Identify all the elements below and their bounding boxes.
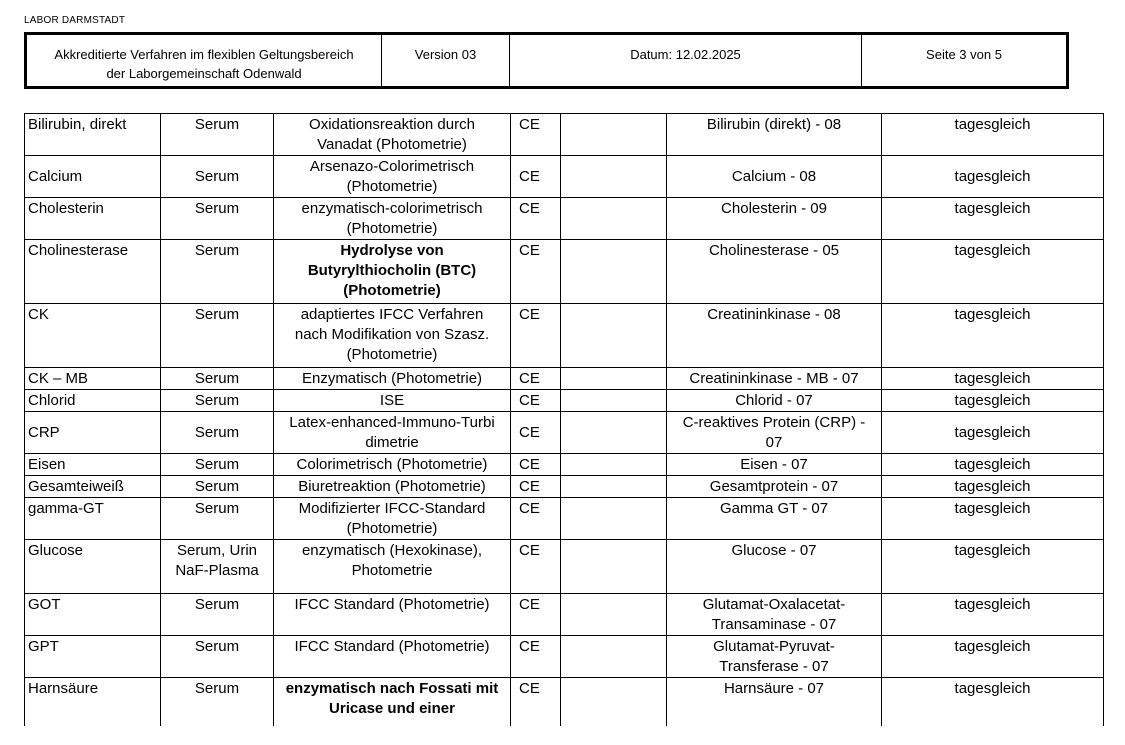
cell-line: Gamma GT - 07 — [719, 500, 829, 517]
ce-mark-cell: CE — [511, 454, 561, 476]
analyte-cell: Gesamteiweiß — [25, 476, 161, 498]
empty-cell — [561, 368, 667, 390]
ce-mark-cell: CE — [511, 368, 561, 390]
empty-cell — [561, 156, 667, 198]
kit-cell — [667, 678, 882, 726]
cell-line: adaptiertes IFCC Verfahren — [300, 306, 484, 323]
turnaround-cell: tagesgleich — [882, 240, 1104, 304]
header-version: Version 03 — [381, 35, 509, 86]
analyte-cell: Glucose — [25, 540, 161, 594]
cell-line: Creatininkinase - 08 — [707, 306, 841, 323]
kit-cell — [667, 368, 882, 390]
material-cell — [161, 540, 274, 594]
empty-cell — [561, 198, 667, 240]
empty-cell — [561, 390, 667, 412]
cell-line: Serum — [194, 424, 240, 441]
table-row — [25, 454, 1104, 476]
method-cell — [274, 636, 511, 678]
method-cell — [274, 198, 511, 240]
cell-line: Chlorid - 07 — [735, 392, 813, 409]
analyte-cell: Cholesterin — [25, 198, 161, 240]
empty-cell — [561, 540, 667, 594]
cell-line: Hydrolyse von — [340, 242, 444, 259]
analyte-cell: gamma-GT — [25, 498, 161, 540]
ce-mark-cell: CE — [511, 156, 561, 198]
procedures-table-body — [25, 114, 1104, 726]
ce-mark-cell: CE — [511, 498, 561, 540]
analyte-cell: GOT — [25, 594, 161, 636]
turnaround-cell: tagesgleich — [882, 540, 1104, 594]
ce-mark-cell: CE — [511, 240, 561, 304]
cell-line: nach Modifikation von Szasz. — [294, 326, 490, 343]
cell-line: Transferase - 07 — [719, 658, 829, 675]
empty-cell — [561, 412, 667, 454]
method-cell — [274, 114, 511, 156]
table-row — [25, 198, 1104, 240]
method-cell — [274, 304, 511, 368]
table-row — [25, 368, 1104, 390]
analyte-cell: CK — [25, 304, 161, 368]
material-cell — [161, 454, 274, 476]
cell-line: Transaminase - 07 — [711, 616, 837, 633]
turnaround-cell: tagesgleich — [882, 594, 1104, 636]
cell-line: Cholinesterase - 05 — [708, 242, 840, 259]
cell-line: ISE — [379, 392, 405, 409]
cell-line: Serum, Urin — [176, 542, 258, 559]
turnaround-cell: tagesgleich — [882, 476, 1104, 498]
empty-cell — [561, 636, 667, 678]
ce-mark-cell: CE — [511, 390, 561, 412]
method-cell — [274, 454, 511, 476]
kit-cell — [667, 498, 882, 540]
table-row — [25, 412, 1104, 454]
table-row — [25, 390, 1104, 412]
ce-mark-cell: CE — [511, 678, 561, 726]
analyte-cell: CK – MB — [25, 368, 161, 390]
cell-line: Serum — [194, 456, 240, 473]
cell-line: Serum — [194, 200, 240, 217]
cell-line: Serum — [194, 478, 240, 495]
cell-line: Serum — [194, 680, 240, 697]
kit-cell — [667, 240, 882, 304]
cell-line: Serum — [194, 168, 240, 185]
cell-line: Serum — [194, 116, 240, 133]
method-cell — [274, 498, 511, 540]
empty-cell — [561, 678, 667, 726]
header-title-line-1: Akkreditierte Verfahren im flexiblen Geltungsbereich — [54, 47, 354, 62]
turnaround-cell: tagesgleich — [882, 198, 1104, 240]
kit-cell — [667, 304, 882, 368]
analyte-cell: Cholinesterase — [25, 240, 161, 304]
material-cell — [161, 390, 274, 412]
cell-line: C-reaktives Protein (CRP) - — [682, 414, 866, 431]
kit-cell — [667, 412, 882, 454]
cell-line: Vanadat (Photometrie) — [317, 136, 467, 153]
procedures-table — [24, 113, 1104, 726]
header-date: Datum: 12.02.2025 — [509, 35, 861, 86]
ce-mark-cell: CE — [511, 412, 561, 454]
cell-line: Serum — [194, 306, 240, 323]
cell-line: Creatininkinase - MB - 07 — [689, 370, 859, 387]
cell-line: (Photometrie) — [346, 220, 438, 237]
organization-name: LABOR DARMSTADT — [24, 15, 126, 26]
material-cell — [161, 240, 274, 304]
turnaround-cell: tagesgleich — [882, 304, 1104, 368]
cell-line: Glutamat-Oxalacetat- — [702, 596, 846, 613]
kit-cell — [667, 198, 882, 240]
turnaround-cell: tagesgleich — [882, 412, 1104, 454]
material-cell — [161, 368, 274, 390]
material-cell — [161, 678, 274, 726]
material-cell — [161, 412, 274, 454]
material-cell — [161, 498, 274, 540]
cell-line: Colorimetrisch (Photometrie) — [296, 456, 488, 473]
cell-line: enzymatisch (Hexokinase), — [301, 542, 483, 559]
ce-mark-cell: CE — [511, 304, 561, 368]
material-cell — [161, 156, 274, 198]
method-cell — [274, 156, 511, 198]
method-cell — [274, 540, 511, 594]
ce-mark-cell: CE — [511, 594, 561, 636]
table-row — [25, 304, 1104, 368]
cell-line: Cholesterin - 09 — [721, 200, 827, 217]
cell-line: Glutamat-Pyruvat- — [713, 638, 835, 655]
table-row — [25, 114, 1104, 156]
analyte-cell: CRP — [25, 412, 161, 454]
analyte-cell: Chlorid — [25, 390, 161, 412]
cell-line: Harnsäure - 07 — [723, 680, 825, 697]
turnaround-cell: tagesgleich — [882, 114, 1104, 156]
cell-line: Serum — [194, 392, 240, 409]
cell-line: IFCC Standard (Photometrie) — [294, 596, 490, 613]
ce-mark-cell: CE — [511, 540, 561, 594]
cell-line: (Photometrie) — [346, 520, 438, 537]
header-title-line-2: der Laborgemeinschaft Odenwald — [106, 66, 302, 81]
material-cell — [161, 636, 274, 678]
empty-cell — [561, 594, 667, 636]
table-row — [25, 594, 1104, 636]
cell-line: Serum — [194, 370, 240, 387]
material-cell — [161, 594, 274, 636]
kit-cell — [667, 476, 882, 498]
turnaround-cell: tagesgleich — [882, 390, 1104, 412]
material-cell — [161, 476, 274, 498]
empty-cell — [561, 454, 667, 476]
method-cell — [274, 390, 511, 412]
cell-line: Gesamtprotein - 07 — [709, 478, 839, 495]
turnaround-cell: tagesgleich — [882, 636, 1104, 678]
table-row — [25, 156, 1104, 198]
table-row — [25, 636, 1104, 678]
method-cell — [274, 476, 511, 498]
header-title-cell — [27, 35, 381, 86]
cell-line: Serum — [194, 638, 240, 655]
ce-mark-cell: CE — [511, 114, 561, 156]
cell-line: NaF-Plasma — [175, 562, 259, 579]
material-cell — [161, 198, 274, 240]
method-cell — [274, 368, 511, 390]
turnaround-cell: tagesgleich — [882, 156, 1104, 198]
kit-cell — [667, 540, 882, 594]
cell-line: Modifizierter IFCC-Standard — [298, 500, 486, 517]
ce-mark-cell: CE — [511, 198, 561, 240]
cell-line: Photometrie — [351, 562, 433, 579]
table-row — [25, 476, 1104, 498]
cell-line: dimetrie — [365, 434, 419, 451]
cell-line: Biuretreaktion (Photometrie) — [298, 478, 486, 495]
cell-line: Oxidationsreaktion durch — [309, 116, 475, 133]
header-page-number: Seite 3 von 5 — [861, 35, 1066, 86]
cell-line: enzymatisch-colorimetrisch — [301, 200, 483, 217]
document-header — [24, 32, 1069, 89]
cell-line: IFCC Standard (Photometrie) — [294, 638, 490, 655]
turnaround-cell: tagesgleich — [882, 678, 1104, 726]
cell-line: Arsenazo-Colorimetrisch — [309, 158, 475, 175]
cell-line: Bilirubin (direkt) - 08 — [706, 116, 842, 133]
table-row — [25, 498, 1104, 540]
method-cell — [274, 412, 511, 454]
cell-line: Latex-enhanced-Immuno-Turbi — [289, 414, 495, 431]
empty-cell — [561, 498, 667, 540]
table-row — [25, 240, 1104, 304]
turnaround-cell: tagesgleich — [882, 454, 1104, 476]
cell-line: (Photometrie) — [346, 346, 438, 363]
cell-line: 07 — [765, 434, 783, 451]
analyte-cell: Harnsäure — [25, 678, 161, 726]
ce-mark-cell: CE — [511, 476, 561, 498]
empty-cell — [561, 304, 667, 368]
kit-cell — [667, 390, 882, 412]
material-cell — [161, 304, 274, 368]
cell-line: (Photometrie) — [346, 178, 438, 195]
kit-cell — [667, 156, 882, 198]
cell-line: Serum — [194, 242, 240, 259]
method-cell — [274, 240, 511, 304]
analyte-cell: Eisen — [25, 454, 161, 476]
table-row — [25, 540, 1104, 594]
cell-line: Serum — [194, 596, 240, 613]
cell-line: Butyrylthiocholin (BTC) — [307, 262, 477, 279]
kit-cell — [667, 594, 882, 636]
cell-line: Eisen - 07 — [740, 456, 808, 473]
kit-cell — [667, 454, 882, 476]
empty-cell — [561, 240, 667, 304]
turnaround-cell: tagesgleich — [882, 498, 1104, 540]
table-row — [25, 678, 1104, 726]
kit-cell — [667, 636, 882, 678]
analyte-cell: Calcium — [25, 156, 161, 198]
kit-cell — [667, 114, 882, 156]
ce-mark-cell: CE — [511, 636, 561, 678]
cell-line: Uricase und einer — [329, 700, 455, 717]
turnaround-cell: tagesgleich — [882, 368, 1104, 390]
cell-line: Glucose - 07 — [731, 542, 817, 559]
cell-line: Serum — [194, 500, 240, 517]
method-cell — [274, 594, 511, 636]
analyte-cell: GPT — [25, 636, 161, 678]
method-cell — [274, 678, 511, 726]
cell-line: Calcium - 08 — [731, 168, 817, 185]
cell-line: enzymatisch nach Fossati mit — [285, 680, 499, 697]
empty-cell — [561, 476, 667, 498]
material-cell — [161, 114, 274, 156]
analyte-cell: Bilirubin, direkt — [25, 114, 161, 156]
empty-cell — [561, 114, 667, 156]
cell-line: (Photometrie) — [343, 282, 441, 299]
cell-line: Enzymatisch (Photometrie) — [301, 370, 483, 387]
